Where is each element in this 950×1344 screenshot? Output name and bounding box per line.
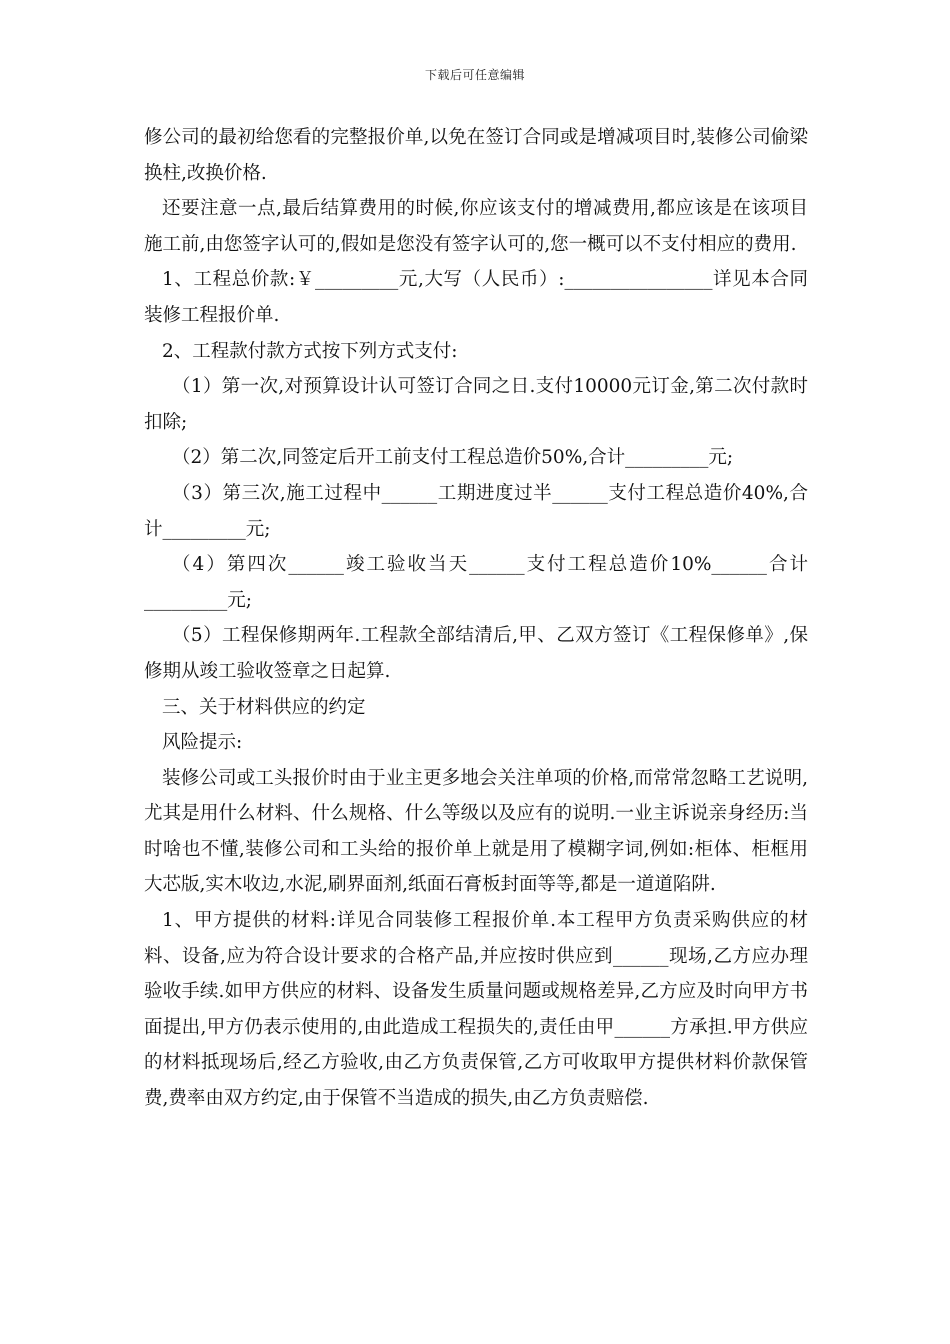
paragraph-continuation: 修公司的最初给您看的完整报价单,以免在签订合同或是增减项目时,装修公司偷梁换柱,改换价格. [144, 127, 808, 184]
section-heading-materials: 三、关于材料供应的约定 [162, 696, 366, 718]
paragraph-risk-tip: 装修公司或工头报价时由于业主更多地会关注单项的价格,而常常忽略工艺说明,尤其是用什么材料、什么规格、什么等级以及应有的说明.一业主诉说亲身经历:当时啥也不懂,装修公司和工头给的报价单上就是用了模糊字词,例如:柜体、柜框用大芯版,实木收边,水泥,刷界面剂,纸面石膏板封面等等,都是一道道陷阱. [144, 767, 808, 896]
paragraph-payment-4: （4）第四次______竣工验收当天______支付工程总造价10%______合计_________元; [144, 554, 808, 611]
paragraph-payment-2: （2）第二次,同签定后开工前支付工程总造价50%,合计_________元; [172, 447, 734, 469]
paragraph-settlement-note: 还要注意一点,最后结算费用的时候,你应该支付的增减费用,都应该是在该项目施工前,由您签字认可的,假如是您没有签字认可的,您一概可以不支付相应的费用. [144, 198, 808, 255]
paragraph-payment-1: （1）第一次,对预算设计认可签订合同之日.支付10000元订金,第二次付款时扣除; [144, 376, 808, 433]
page-header: 下载后可任意编辑 [424, 68, 525, 82]
paragraph-total-price: 1、工程总价款:￥_________元,大写（人民币）:________________详见本合同装修工程报价单. [144, 269, 808, 326]
paragraph-payment-5: （5）工程保修期两年.工程款全部结清后,甲、乙双方签订《工程保修单》,保修期从竣工验收签章之日起算. [144, 625, 808, 682]
paragraph-payment-3: （3）第三次,施工过程中______工期进度过半______支付工程总造价40%,合计_________元; [144, 482, 808, 540]
risk-tip-label: 风险提示: [162, 732, 243, 754]
paragraph-payment-method: 2、工程款付款方式按下列方式支付: [162, 340, 458, 362]
document-body [144, 120, 808, 1117]
paragraph-party-a-materials: 1、甲方提供的材料:详见合同装修工程报价单.本工程甲方负责采购供应的材料、设备,应为符合设计要求的合格产品,并应按时供应到______现场,乙方应办理验收手续.如甲方供应的材料、设备发生质量问题或规格差异,乙方应及时向甲方书面提出,甲方仍表示使用的,由此造成工程损失的,责任由甲______方承担.甲方供应的材料抵现场后,经乙方验收,由乙方负责保管,乙方可收取甲方提供材料价款保管费,费率由双方约定,由于保管不当造成的损失,由乙方负责赔偿. [144, 910, 808, 1110]
